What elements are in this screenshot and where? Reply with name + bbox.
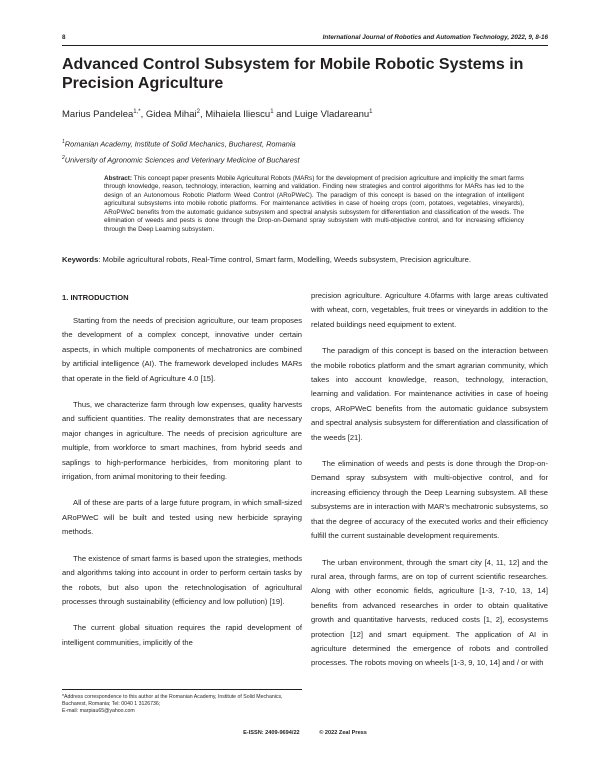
header-rule — [62, 45, 548, 46]
section-heading: 1. INTRODUCTION — [62, 293, 129, 302]
paper-title: Advanced Control Subsystem for Mobile Robotic Systems in Precision Agriculture — [62, 56, 524, 92]
paragraph: The current global situation requires the rapid development of intelligent communities, implicitly of the — [62, 623, 302, 647]
abstract-label: Abstract: — [104, 175, 133, 182]
issn: E-ISSN: 2409-9694/22 — [243, 730, 300, 736]
affiliation-text: Romanian Academy, Institute of Solid Mechanics, Bucharest, Romania — [64, 139, 296, 149]
author-sup: 1 — [270, 109, 274, 115]
affiliation-text: University of Agronomic Sciences and Veterinary Medicine of Bucharest — [64, 155, 300, 165]
copyright: © 2022 Zeal Press — [319, 730, 367, 736]
affiliation-sup: 2 — [62, 155, 65, 161]
author-sup: 1 — [369, 109, 373, 115]
footnote — [62, 694, 302, 715]
paragraph: precision agriculture. Agriculture 4.0farms with large areas cultivated with wheat, corn, vegetables, fruit trees or vineyards in addition to the related buildings need equipment to extent. — [311, 291, 548, 329]
paragraph: The existence of smart farms is based upon the strategies, methods and algorithms taking into account in order to perform certain tasks by the robots, but also upon the retechnologisation of agricultural processes through sustainability (efficiency and low pollution) [19]. — [62, 553, 302, 606]
affiliation-2 — [62, 155, 548, 164]
abstract — [104, 175, 524, 234]
page-footer — [62, 730, 548, 736]
affiliation-sup: 1 — [62, 139, 65, 145]
paragraph: The elimination of weeds and pests is done through the Drop-on-Demand spray subsystem with multi-objective control, and for increasing efficiency through the Deep Learning subsystem. All these subsystems are in interaction with MAR's mechatronic subsystems, so that the degree of accuracy of the executed works and their efficiency fulfill the current sustainable development requirements. — [311, 459, 548, 541]
keywords-text: : Mobile agricultural robots, Real-Time control, Smart farm, Modelling, Weeds subsystem, Precision agriculture. — [98, 255, 471, 264]
paragraph: The urban environment, through the smart city [4, 11, 12] and the rural area, through farms, are on top of current scientific researches. Along with other economic fields, agriculture [1-3, 7-10, 13, 14] benefits from advanced researches in order to obtain qualitative growth and quantitative harvests, reduced costs [1, 2], ecosystems protection [12] and smart equipment. The application of AI in agriculture determined the emergence of robots and controlled processes. The robots moving on wheels [1-3, 9, 10, 14] and / or with — [311, 557, 548, 668]
abstract-text: This concept paper presents Mobile Agricultural Robots (MARs) for the development of precision agriculture and implicitly the smart farms through knowledge, reason, technology, interaction, learning and validation. Finding new strategies and control algorithms for MARs has led to the design of an Autonomous Robotic Platform Weed Control (ARoPWeC). The paradigm of this concept is based on the integration of intelligent agricultural subsystems into mobile robotic platforms. For maintenance activities in case of hoeing crops (corn, potatoes, vegetables, vineyards), ARoPWeC benefits from the automatic guidance subsystem and spectral analysis subsystem for differentiation and classification of the weeds. The elimination of weeds and pests is done through the Drop-on-Demand spray subsystem with multi-objective control, and for increasing efficiency through the Deep Learning subsystem. — [104, 175, 524, 233]
right-column — [311, 289, 548, 683]
affiliation-1 — [62, 139, 548, 148]
footnote-email: E-mail: marpiau65@yahoo.com — [62, 708, 135, 714]
author-list: Marius Pandelea$^{1,*}$, Gidea Mihai$^2$, Mihaiela Iliescu$^1$ and Luige Vladareanu$^1$ — [62, 109, 373, 121]
author: Luige Vladareanu — [294, 109, 370, 121]
author-sup: 1,* — [133, 109, 141, 115]
author: Mihaiela Iliescu — [205, 109, 271, 121]
keywords — [62, 254, 548, 265]
footnote-line: *Address correspondence to this author at the Romanian Academy, Institute of Solid Mechanics, Bucharest, Romania; Tel: 0040 1 3126736; — [62, 694, 283, 707]
paragraph: All of these are parts of a large future program, in which small-sized ARoPWeC will be built and tested using new herbicide spraying methods. — [62, 498, 302, 537]
footnote-rule — [62, 689, 302, 690]
author-sup: 2 — [196, 109, 200, 115]
left-column — [62, 314, 302, 662]
author: Marius Pandelea — [62, 109, 134, 121]
keywords-label: Keywords — [62, 255, 99, 264]
paragraph: Starting from the needs of precision agriculture, our team proposes the development of a complex concept, innovative under certain aspects, in which multiple components of mechatronics are combined by artificial intelligence (AI). The framework developed includes MARs that operate in the field of Agriculture 4.0 [15]. — [62, 316, 302, 383]
author: Gidea Mihai — [145, 109, 197, 121]
journal-title: International Journal of Robotics and Automation Technology, 2022, 9, 8-16 — [322, 34, 548, 41]
paragraph: The paradigm of this concept is based on the interaction between the mobile robotics platform and the smart agrarian community, which takes into account knowledge, reason, technology, interaction, learning and validation. For maintenance activities in case of hoeing crops, ARoPWeC benefits from the automatic guidance subsystem and spectral analysis subsystem for differentiation and classification of the weeds [21]. — [311, 346, 548, 442]
paragraph: Thus, we characterize farm through low expenses, quality harvests and sufficient quantities. The reality demonstrates that are necessary major changes in agriculture. The needs of precision agriculture are multiple, from workforce to smart machines, from hybrid seeds and saplings to high-performance herbicides, from monitoring plant to irrigation, from animal monitoring to their feeding. — [62, 400, 302, 482]
page-number: 8 — [62, 34, 66, 41]
